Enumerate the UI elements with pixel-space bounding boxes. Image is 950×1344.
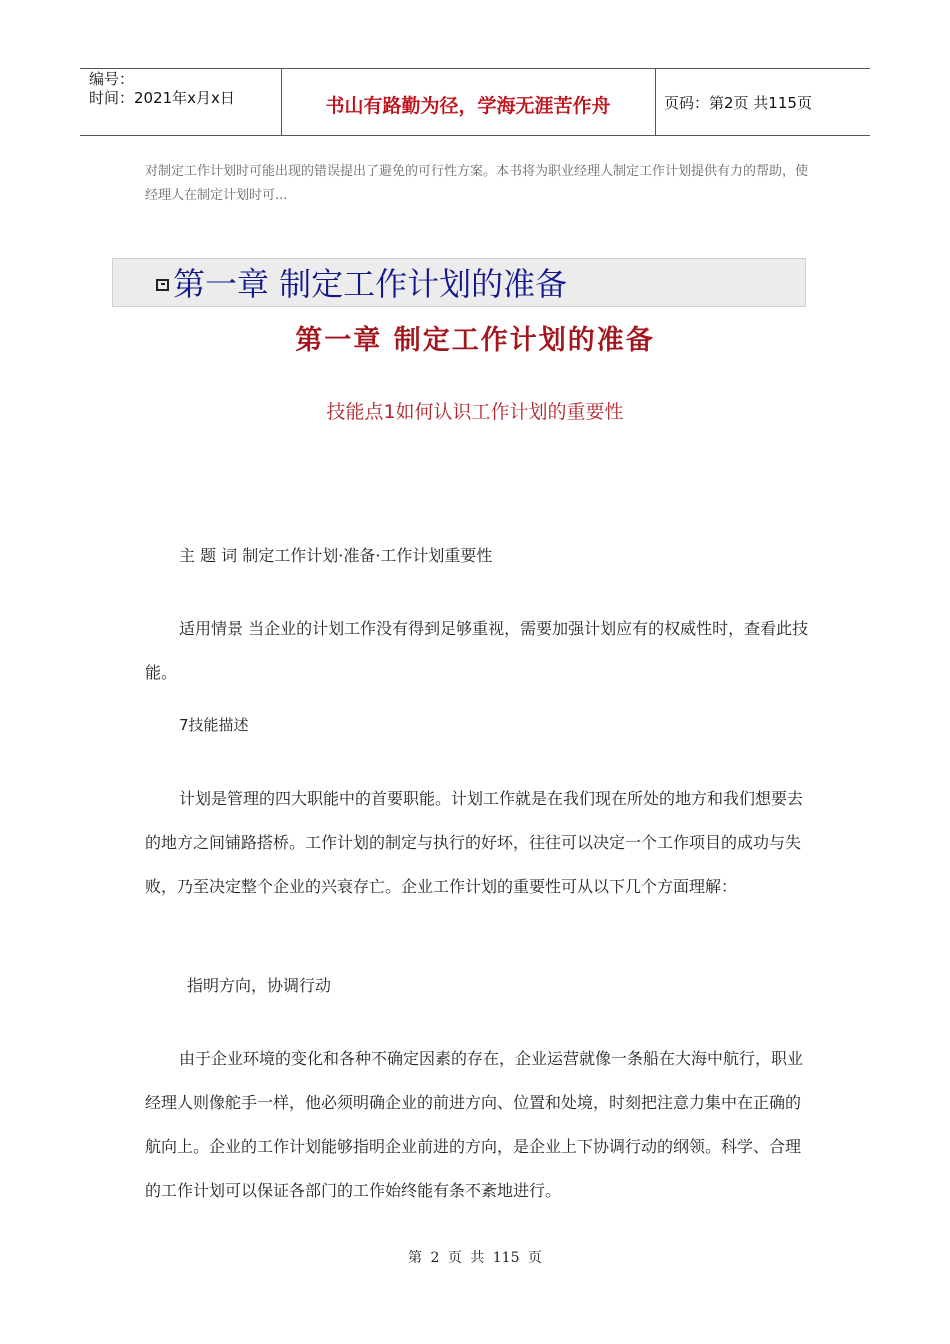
subheading: 指明方向，协调行动	[187, 976, 332, 995]
body-paragraph: 计划是管理的四大职能中的首要职能。计划工作就是在我们现在所处的地方和我们想要去的地方之间铺路搭桥。工作计划的制定与执行的好坏，往往可以决定一个工作项目的成功与失败，乃至决定整个企业的兴衰存亡。企业工作计划的重要性可从以下几个方面理解：	[145, 789, 804, 896]
topic-words: 主 题 词 制定工作计划·准备·工作计划重要性	[179, 546, 493, 565]
header-number-label: 编号：	[89, 70, 135, 88]
header-motto: 书山有路勤为径，学海无涯苦作舟	[325, 95, 611, 117]
skill-title: 技能点1如何认识工作计划的重要性	[326, 401, 624, 423]
intro-text: 对制定工作计划时可能出现的错误提出了避免的可行性方案。本书将为职业经理人制定工作计划提供有力的帮助，使经理人在制定计划时可...	[145, 164, 809, 203]
header-meta	[89, 70, 235, 108]
book-icon	[156, 279, 169, 291]
body-paragraph: 由于企业环境的变化和各种不确定因素的存在，企业运营就像一条船在大海中航行，职业经理人则像舵手一样，他必须明确企业的前进方向、位置和处境，时刻把注意力集中在正确的航向上。企业的工作计划能够指明企业前进的方向，是企业上下协调行动的纲领。科学、合理的工作计划可以保证各部门的工作始终能有条不紊地进行。	[145, 1049, 804, 1200]
header-divider	[655, 68, 656, 136]
skill-description-heading: 7技能描述	[179, 716, 249, 734]
chapter-heading-box	[112, 258, 806, 307]
header-top-rule	[80, 68, 870, 69]
chapter-title: 第一章 制定工作计划的准备	[295, 325, 655, 356]
header-bottom-rule	[80, 135, 870, 136]
header-page-info: 页码：第2页 共115页	[664, 94, 812, 112]
page-footer: 第 2 页 共 115 页	[408, 1250, 542, 1266]
chapter-box-title: 第一章 制定工作计划的准备	[173, 265, 568, 303]
scenario-paragraph: 适用情景 当企业的计划工作没有得到足够重视，需要加强计划应有的权威性时，查看此技能。	[145, 619, 809, 682]
header-time-label: 时间：2021年x月x日	[89, 89, 235, 107]
